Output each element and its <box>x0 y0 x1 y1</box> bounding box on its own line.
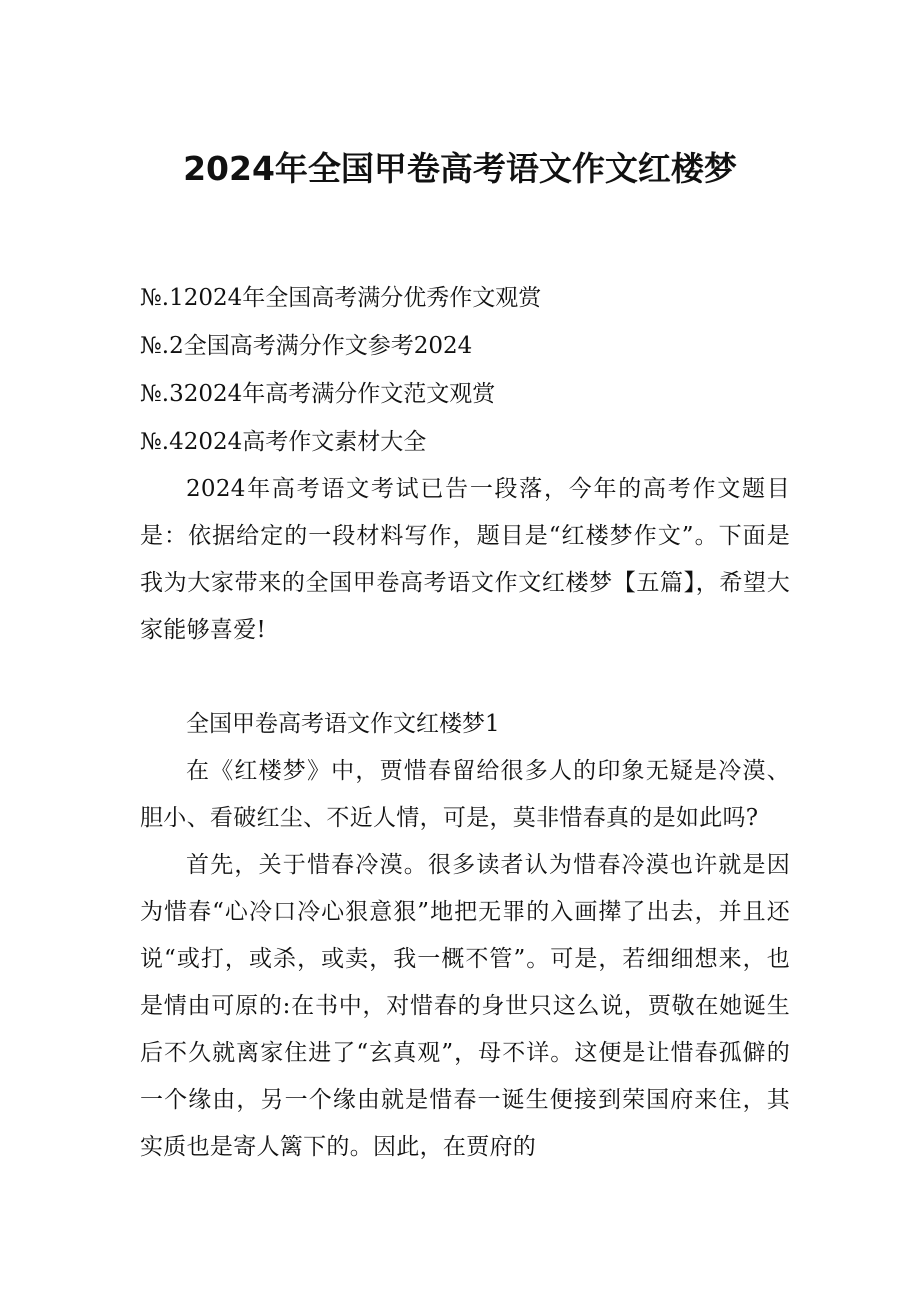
paragraph-spacer <box>140 654 790 701</box>
toc-item[interactable]: №.42024高考作文素材大全 <box>140 429 427 455</box>
toc-item[interactable]: №.12024年全国高考满分优秀作文观赏 <box>140 285 542 311</box>
body-paragraph: 首先，关于惜春冷漠。很多读者认为惜春冷漠也许就是因为惜春“心冷口冷心狠意狠”地把无罪的入画撵了出去，并且还说“或打，或杀，或卖，我一概不管”。可是，若细细想来，也是情由可原的:在书中，对惜春的身世只这么说，贾敬在她诞生后不久就离家住进了“玄真观”，母不详。这便是让惜春孤僻的一个缘由，另一个缘由就是惜春一诞生便接到荣国府来住，其实质也是寄人篱下的。因此，在贾府的 <box>140 852 790 1160</box>
toc-item[interactable]: №.2全国高考满分作文参考2024 <box>140 333 473 359</box>
toc-item[interactable]: №.32024年高考满分作文范文观赏 <box>140 381 496 407</box>
intro-paragraph: 2024年高考语文考试已告一段落，今年的高考作文题目是：依据给定的一段材料写作，题目是“红楼梦作文”。下面是我为大家带来的全国甲卷高考语文作文红楼梦【五篇】，希望大家能够喜爱! <box>140 476 790 643</box>
section-heading: 全国甲卷高考语文作文红楼梦1 <box>186 711 500 737</box>
document-title: 2024年全国甲卷高考语文作文红楼梦 <box>183 149 737 188</box>
body-paragraph: 在《红楼梦》中，贾惜春留给很多人的印象无疑是冷漠、胆小、看破红尘、不近人情，可是，莫非惜春真的是如此吗? <box>140 758 790 831</box>
document-body <box>140 466 790 1171</box>
table-of-contents <box>140 274 800 466</box>
